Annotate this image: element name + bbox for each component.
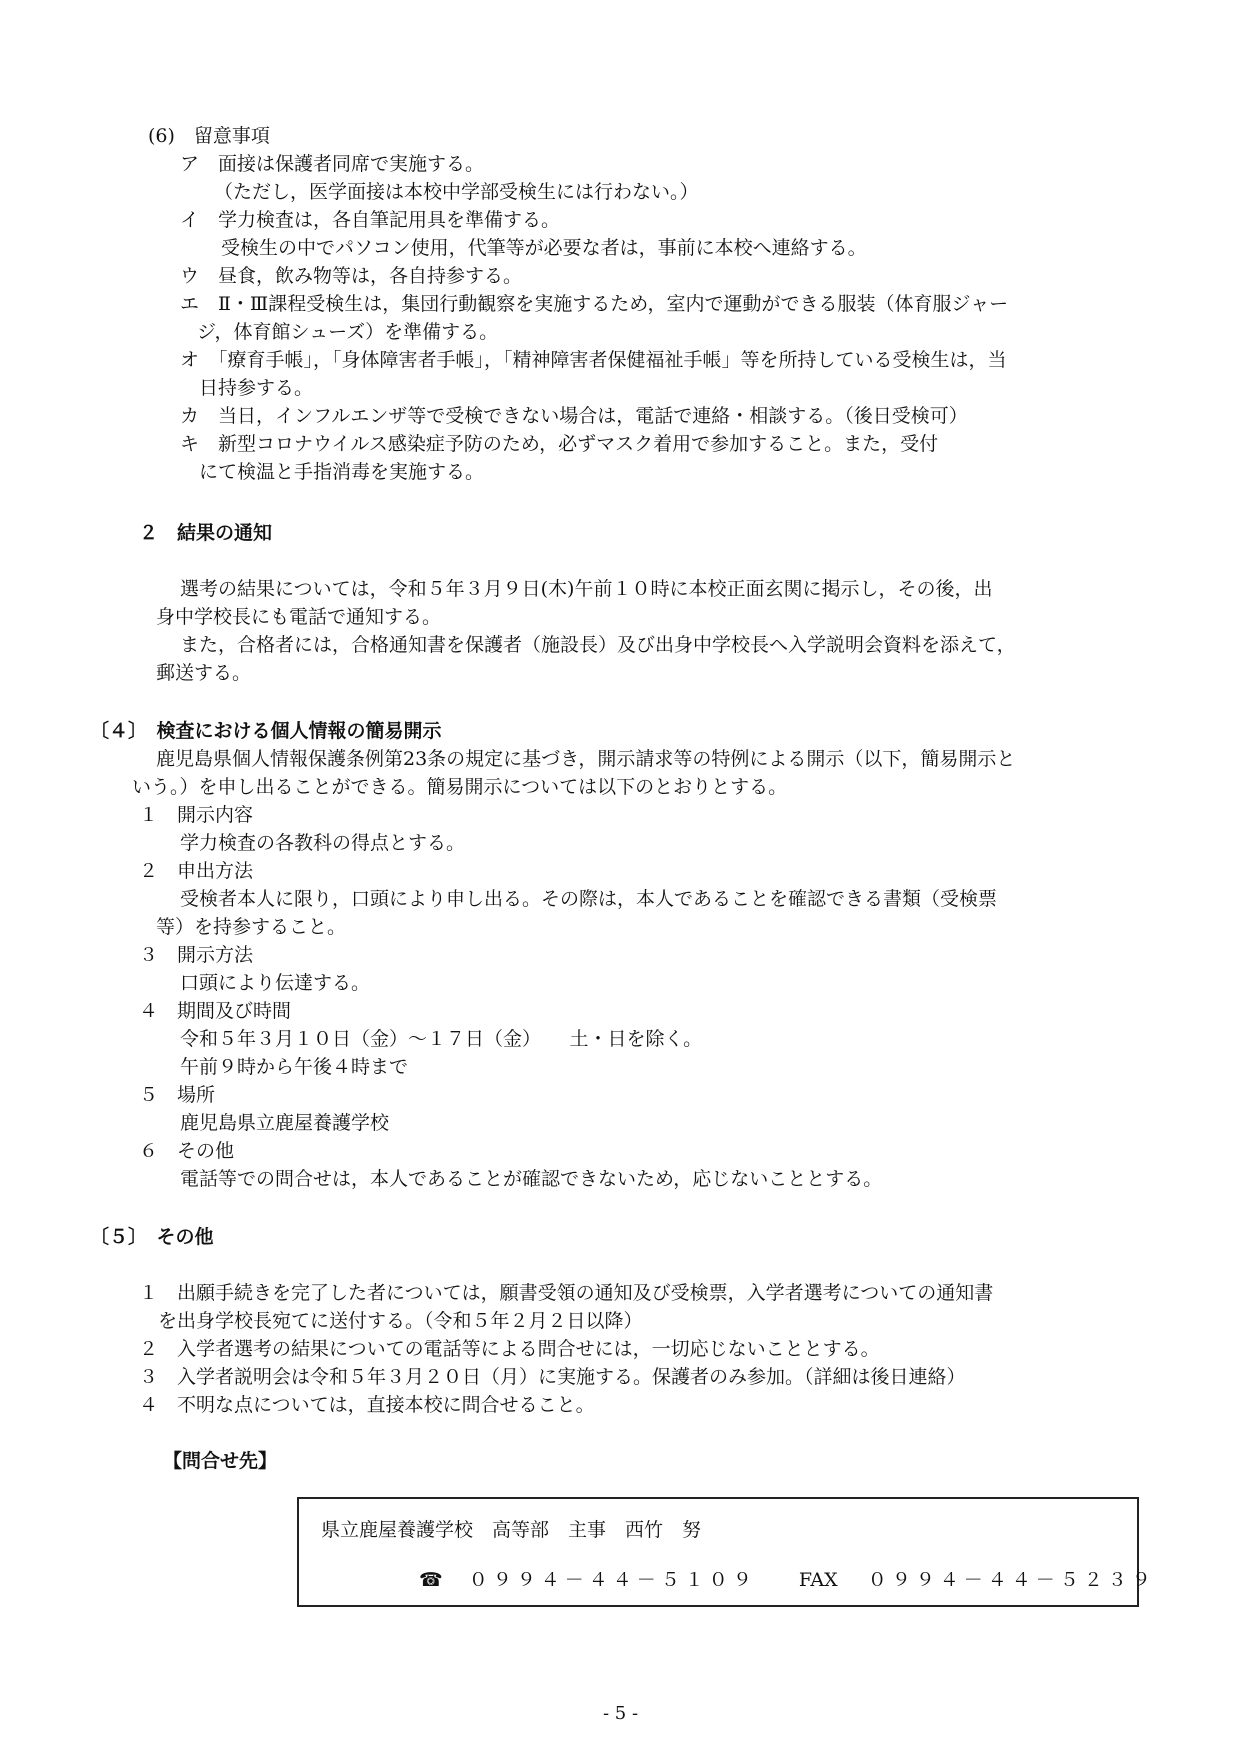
other-item3: ３ 入学者説明会は令和５年３月２０日（月）に実施する。保護者のみ参加。（詳細は後日連絡） xyxy=(139,1366,966,1388)
note-e-line2: ジ，体育館シューズ）を準備する。 xyxy=(197,321,499,343)
contact-heading: 【問合せ先】 xyxy=(163,1450,278,1472)
note-o-line2: 日持参する。 xyxy=(199,377,314,399)
disclosure-item2-heading: ２ 申出方法 xyxy=(139,860,254,882)
disclosure-item2-text-line1: 受検者本人に限り，口頭により申し出る。その際は，本人であることを確認できる書類（受検票 xyxy=(180,888,998,910)
disclosure-item6-heading: ６ その他 xyxy=(139,1140,235,1162)
contact-phone-line xyxy=(419,1567,1156,1593)
phone-number: ０９９４－４４－５１０９ xyxy=(468,1569,757,1591)
disclosure-intro-line2: いう。）を申し出ることができる。簡易開示については以下のとおりとする。 xyxy=(132,776,788,798)
result-paragraph1-line1: 選考の結果については，令和５年３月９日(木)午前１０時に本校正面玄関に掲示し，その後，出 xyxy=(180,578,993,600)
note-i-line1: イ 学力検査は，各自筆記用具を準備する。 xyxy=(180,209,561,231)
other-heading: 〔５〕 その他 xyxy=(90,1226,214,1248)
note-ka-line1: カ 当日，インフルエンザ等で受検できない場合は，電話で連絡・相談する。（後日受検可） xyxy=(180,405,968,427)
disclosure-item4-text-line1: 令和５年３月１０日（金）～１７日（金） 土・日を除く。 xyxy=(180,1028,703,1050)
disclosure-item4-heading: ４ 期間及び時間 xyxy=(139,1000,292,1022)
note-e-line1: エ Ⅱ・Ⅲ課程受検生は，集団行動観察を実施するため，室内で運動ができる服装（体育服ジャー xyxy=(180,293,1009,315)
note-u-line1: ウ 昼食，飲み物等は，各自持参する。 xyxy=(180,265,523,287)
result-heading: ２ 結果の通知 xyxy=(139,522,273,544)
disclosure-heading: 〔４〕 検査における個人情報の簡易開示 xyxy=(90,720,442,742)
note-a-line2: （ただし，医学面接は本校中学部受検生には行わない。） xyxy=(214,181,699,203)
disclosure-item4-text-line2: 午前９時から午後４時まで xyxy=(180,1056,409,1078)
telephone-icon: ☎ xyxy=(419,1569,443,1591)
other-item2: ２ 入学者選考の結果についての電話等による問合せには，一切応じないこととする。 xyxy=(139,1338,880,1360)
disclosure-item6-text: 電話等での問合せは，本人であることが確認できないため，応じないこととする。 xyxy=(180,1168,883,1190)
contact-name-line: 県立鹿屋養護学校 高等部 主事 西竹 努 xyxy=(321,1519,702,1541)
section-6-heading: (6) 留意事項 xyxy=(148,125,270,147)
disclosure-item1-heading: １ 開示内容 xyxy=(139,804,254,826)
disclosure-intro-line1: 鹿児島県個人情報保護条例第23条の規定に基づき，開示請求等の特例による開示（以下，簡易開示と xyxy=(156,748,1016,770)
result-paragraph2-line1: また，合格者には，合格通知書を保護者（施設長）及び出身中学校長へ入学説明会資料を添えて， xyxy=(180,634,1016,656)
disclosure-item5-heading: ５ 場所 xyxy=(139,1084,216,1106)
page-number: - 5 - xyxy=(602,1703,639,1724)
disclosure-item5-text: 鹿児島県立鹿屋養護学校 xyxy=(180,1112,390,1134)
result-paragraph2-line2: 郵送する。 xyxy=(156,662,252,684)
disclosure-item3-heading: ３ 開示方法 xyxy=(139,944,254,966)
fax-number: ０９９４－４４－５２３９ xyxy=(867,1569,1156,1591)
fax-label: FAX xyxy=(798,1569,838,1591)
other-item1-line1: １ 出願手続きを完了した者については，願書受領の通知及び受検票，入学者選考についての通知書 xyxy=(139,1282,994,1304)
note-ki-line1: キ 新型コロナウイルス感染症予防のため，必ずマスク着用で参加すること。また，受付 xyxy=(180,433,939,455)
contact-box xyxy=(297,1497,1156,1607)
other-item1-line2: を出身学校長宛てに送付する。（令和５年２月２日以降） xyxy=(158,1310,643,1332)
disclosure-item1-text: 学力検査の各教科の得点とする。 xyxy=(180,832,466,854)
result-paragraph1-line2: 身中学校長にも電話で通知する。 xyxy=(156,606,442,628)
note-i-line2: 受検生の中でパソコン使用，代筆等が必要な者は，事前に本校へ連絡する。 xyxy=(221,237,867,259)
note-o-line1: オ 「療育手帳」，「身体障害者手帳」，「精神障害者保健福祉手帳」等を所持している受検生は，当 xyxy=(180,349,1007,371)
note-ki-line2: にて検温と手指消毒を実施する。 xyxy=(199,461,485,483)
note-a-line1: ア 面接は保護者同席で実施する。 xyxy=(180,153,485,175)
disclosure-item3-text: 口頭により伝達する。 xyxy=(180,972,371,994)
disclosure-item2-text-line2: 等）を持参すること。 xyxy=(156,916,347,938)
other-item4: ４ 不明な点については，直接本校に問合せること。 xyxy=(139,1394,595,1416)
